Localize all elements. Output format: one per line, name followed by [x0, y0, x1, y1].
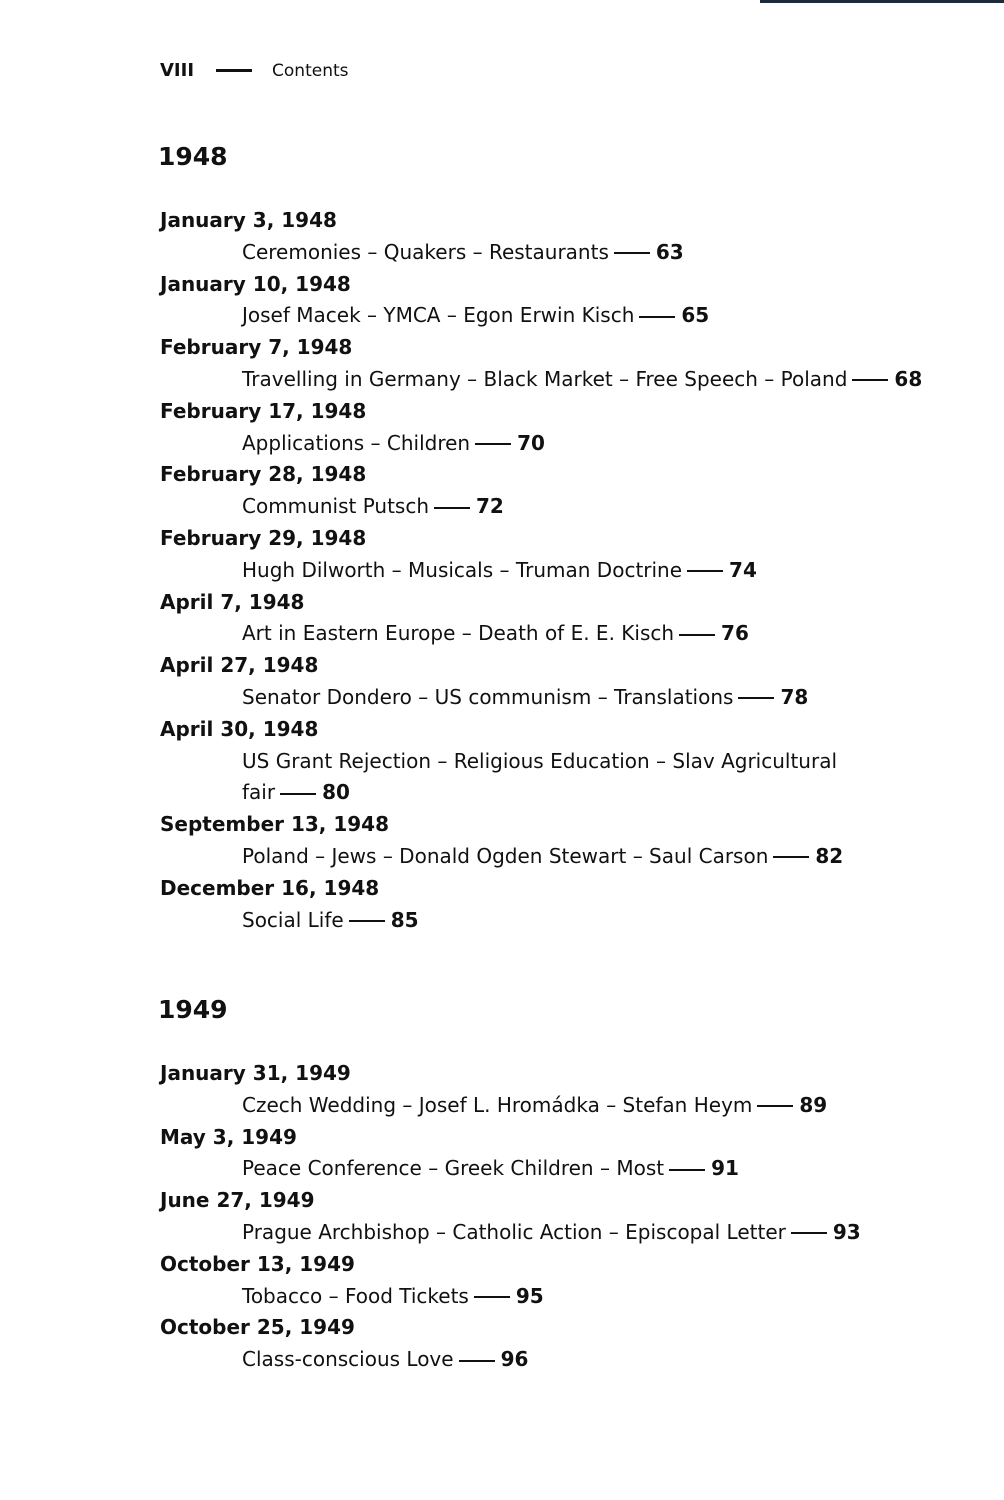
entry-topics-text: Tobacco – Food Tickets — [242, 1283, 469, 1308]
leader-dash — [459, 1360, 495, 1362]
entry-topics — [242, 841, 958, 873]
entry-topics-text: Class-conscious Love — [242, 1347, 454, 1372]
entry-topics-text: Josef Macek – YMCA – Egon Erwin Kisch — [242, 303, 635, 328]
header-dash — [216, 69, 252, 72]
entry-topics-text: Art in Eastern Europe – Death of E. E. Kisch — [242, 621, 675, 646]
toc-entry — [158, 396, 958, 460]
leader-dash — [614, 252, 650, 254]
entry-topics — [242, 905, 958, 937]
entry-topics-text: Poland – Jews – Donald Ogden Stewart – Saul Carson — [242, 843, 769, 868]
toc-entry — [158, 650, 958, 714]
page-number: 78 — [780, 684, 809, 709]
leader-dash — [757, 1105, 793, 1107]
entry-topics — [242, 300, 958, 332]
leader-dash — [738, 697, 774, 699]
leader-dash — [475, 443, 511, 445]
toc-entry — [158, 809, 958, 873]
entry-topics-text: Czech Wedding – Josef L. Hromádka – Stefan Heym — [242, 1092, 753, 1117]
toc-entry — [158, 1058, 958, 1122]
entry-date: January 31, 1949 — [160, 1061, 351, 1085]
leader-dash — [434, 507, 470, 509]
year-heading: 1948 — [158, 142, 228, 171]
entry-topics — [242, 746, 862, 810]
entry-topics-text: Prague Archbishop – Catholic Action – Episcopal Letter — [242, 1219, 786, 1244]
entry-topics-text: Hugh Dilworth – Musicals – Truman Doctrine — [242, 557, 683, 582]
entry-date: February 7, 1948 — [160, 335, 353, 360]
leader-dash — [669, 1169, 705, 1171]
toc-entry — [158, 523, 958, 587]
page-folio: VIII — [160, 60, 195, 81]
toc-entry — [158, 714, 958, 809]
entry-date: December 16, 1948 — [160, 875, 380, 900]
toc-entry — [158, 1122, 958, 1186]
page-number: 65 — [681, 303, 710, 328]
page-number: 80 — [322, 780, 350, 805]
entry-topics — [242, 1090, 958, 1122]
entry-topics — [242, 1153, 958, 1185]
page-number: 82 — [815, 843, 844, 868]
leader-dash — [679, 634, 715, 636]
leader-dash — [280, 793, 316, 795]
entry-date: January 10, 1948 — [160, 271, 351, 296]
entry-topics — [242, 491, 958, 523]
running-head — [160, 60, 349, 81]
year-heading: 1949 — [158, 995, 228, 1024]
entry-date: April 7, 1948 — [160, 589, 305, 614]
entry-topics — [242, 682, 958, 714]
toc-entry — [158, 1312, 958, 1376]
toc-entry — [158, 873, 958, 937]
page-number: 91 — [711, 1156, 739, 1181]
page-number: 95 — [515, 1283, 544, 1308]
entry-date: October 13, 1949 — [160, 1251, 355, 1276]
page-number: 85 — [390, 907, 419, 932]
leader-dash — [791, 1232, 827, 1234]
toc-entry — [158, 587, 958, 651]
section-1948 — [158, 142, 958, 936]
page-number: 74 — [729, 557, 757, 582]
entry-topics-text: Ceremonies – Quakers – Restaurants — [242, 239, 609, 264]
toc-entry — [158, 269, 958, 333]
entry-date: May 3, 1949 — [160, 1124, 297, 1149]
entry-topics-text: Peace Conference – Greek Children – Most — [242, 1156, 665, 1181]
entry-topics — [242, 237, 958, 269]
entry-topics-text: Travelling in Germany – Black Market – Free Speech – Poland — [242, 366, 848, 391]
toc-entry — [158, 332, 958, 396]
entry-topics-text: Applications – Children — [242, 430, 471, 455]
toc-entry — [158, 459, 958, 523]
entry-date: February 28, 1948 — [160, 462, 367, 487]
toc-entry — [158, 205, 958, 269]
leader-dash — [773, 856, 809, 858]
entry-date: June 27, 1949 — [160, 1188, 315, 1213]
page-number: 96 — [500, 1347, 529, 1372]
entry-topics — [242, 555, 958, 587]
leader-dash — [687, 570, 723, 572]
running-title: Contents — [272, 60, 349, 81]
entry-date: April 27, 1948 — [160, 653, 319, 678]
leader-dash — [474, 1296, 510, 1298]
page-number: 68 — [894, 366, 923, 391]
leader-dash — [639, 316, 675, 318]
entry-topics — [242, 364, 958, 396]
entry-date: February 17, 1948 — [160, 398, 367, 423]
toc-entry — [158, 1185, 958, 1249]
page-number: 89 — [799, 1092, 828, 1117]
leader-dash — [852, 379, 888, 381]
page-number: 63 — [655, 239, 684, 264]
entry-date: October 25, 1949 — [160, 1315, 355, 1340]
toc-entry — [158, 1249, 958, 1313]
entry-date: September 13, 1948 — [160, 812, 390, 837]
page-number: 93 — [832, 1219, 861, 1244]
entry-topics-text: Senator Dondero – US communism – Translations — [242, 684, 734, 709]
entry-topics-text: US Grant Rejection – Religious Education – Slav Agricultural fair — [242, 748, 838, 805]
entry-date: February 29, 1948 — [160, 525, 367, 550]
section-1949 — [158, 995, 958, 1376]
entry-date: January 3, 1948 — [160, 208, 337, 232]
page-number: 72 — [476, 494, 504, 519]
entry-topics — [242, 1344, 958, 1376]
entry-topics-text: Social Life — [242, 907, 344, 932]
entry-topics — [242, 618, 958, 650]
entry-topics — [242, 428, 958, 460]
entry-topics — [242, 1217, 958, 1249]
entry-topics-text: Communist Putsch — [242, 494, 430, 519]
top-edge-rule — [760, 0, 1004, 3]
entry-topics — [242, 1281, 958, 1313]
page-number: 76 — [721, 621, 749, 646]
entry-date: April 30, 1948 — [160, 716, 319, 741]
page-number: 70 — [517, 430, 545, 455]
leader-dash — [349, 920, 385, 922]
